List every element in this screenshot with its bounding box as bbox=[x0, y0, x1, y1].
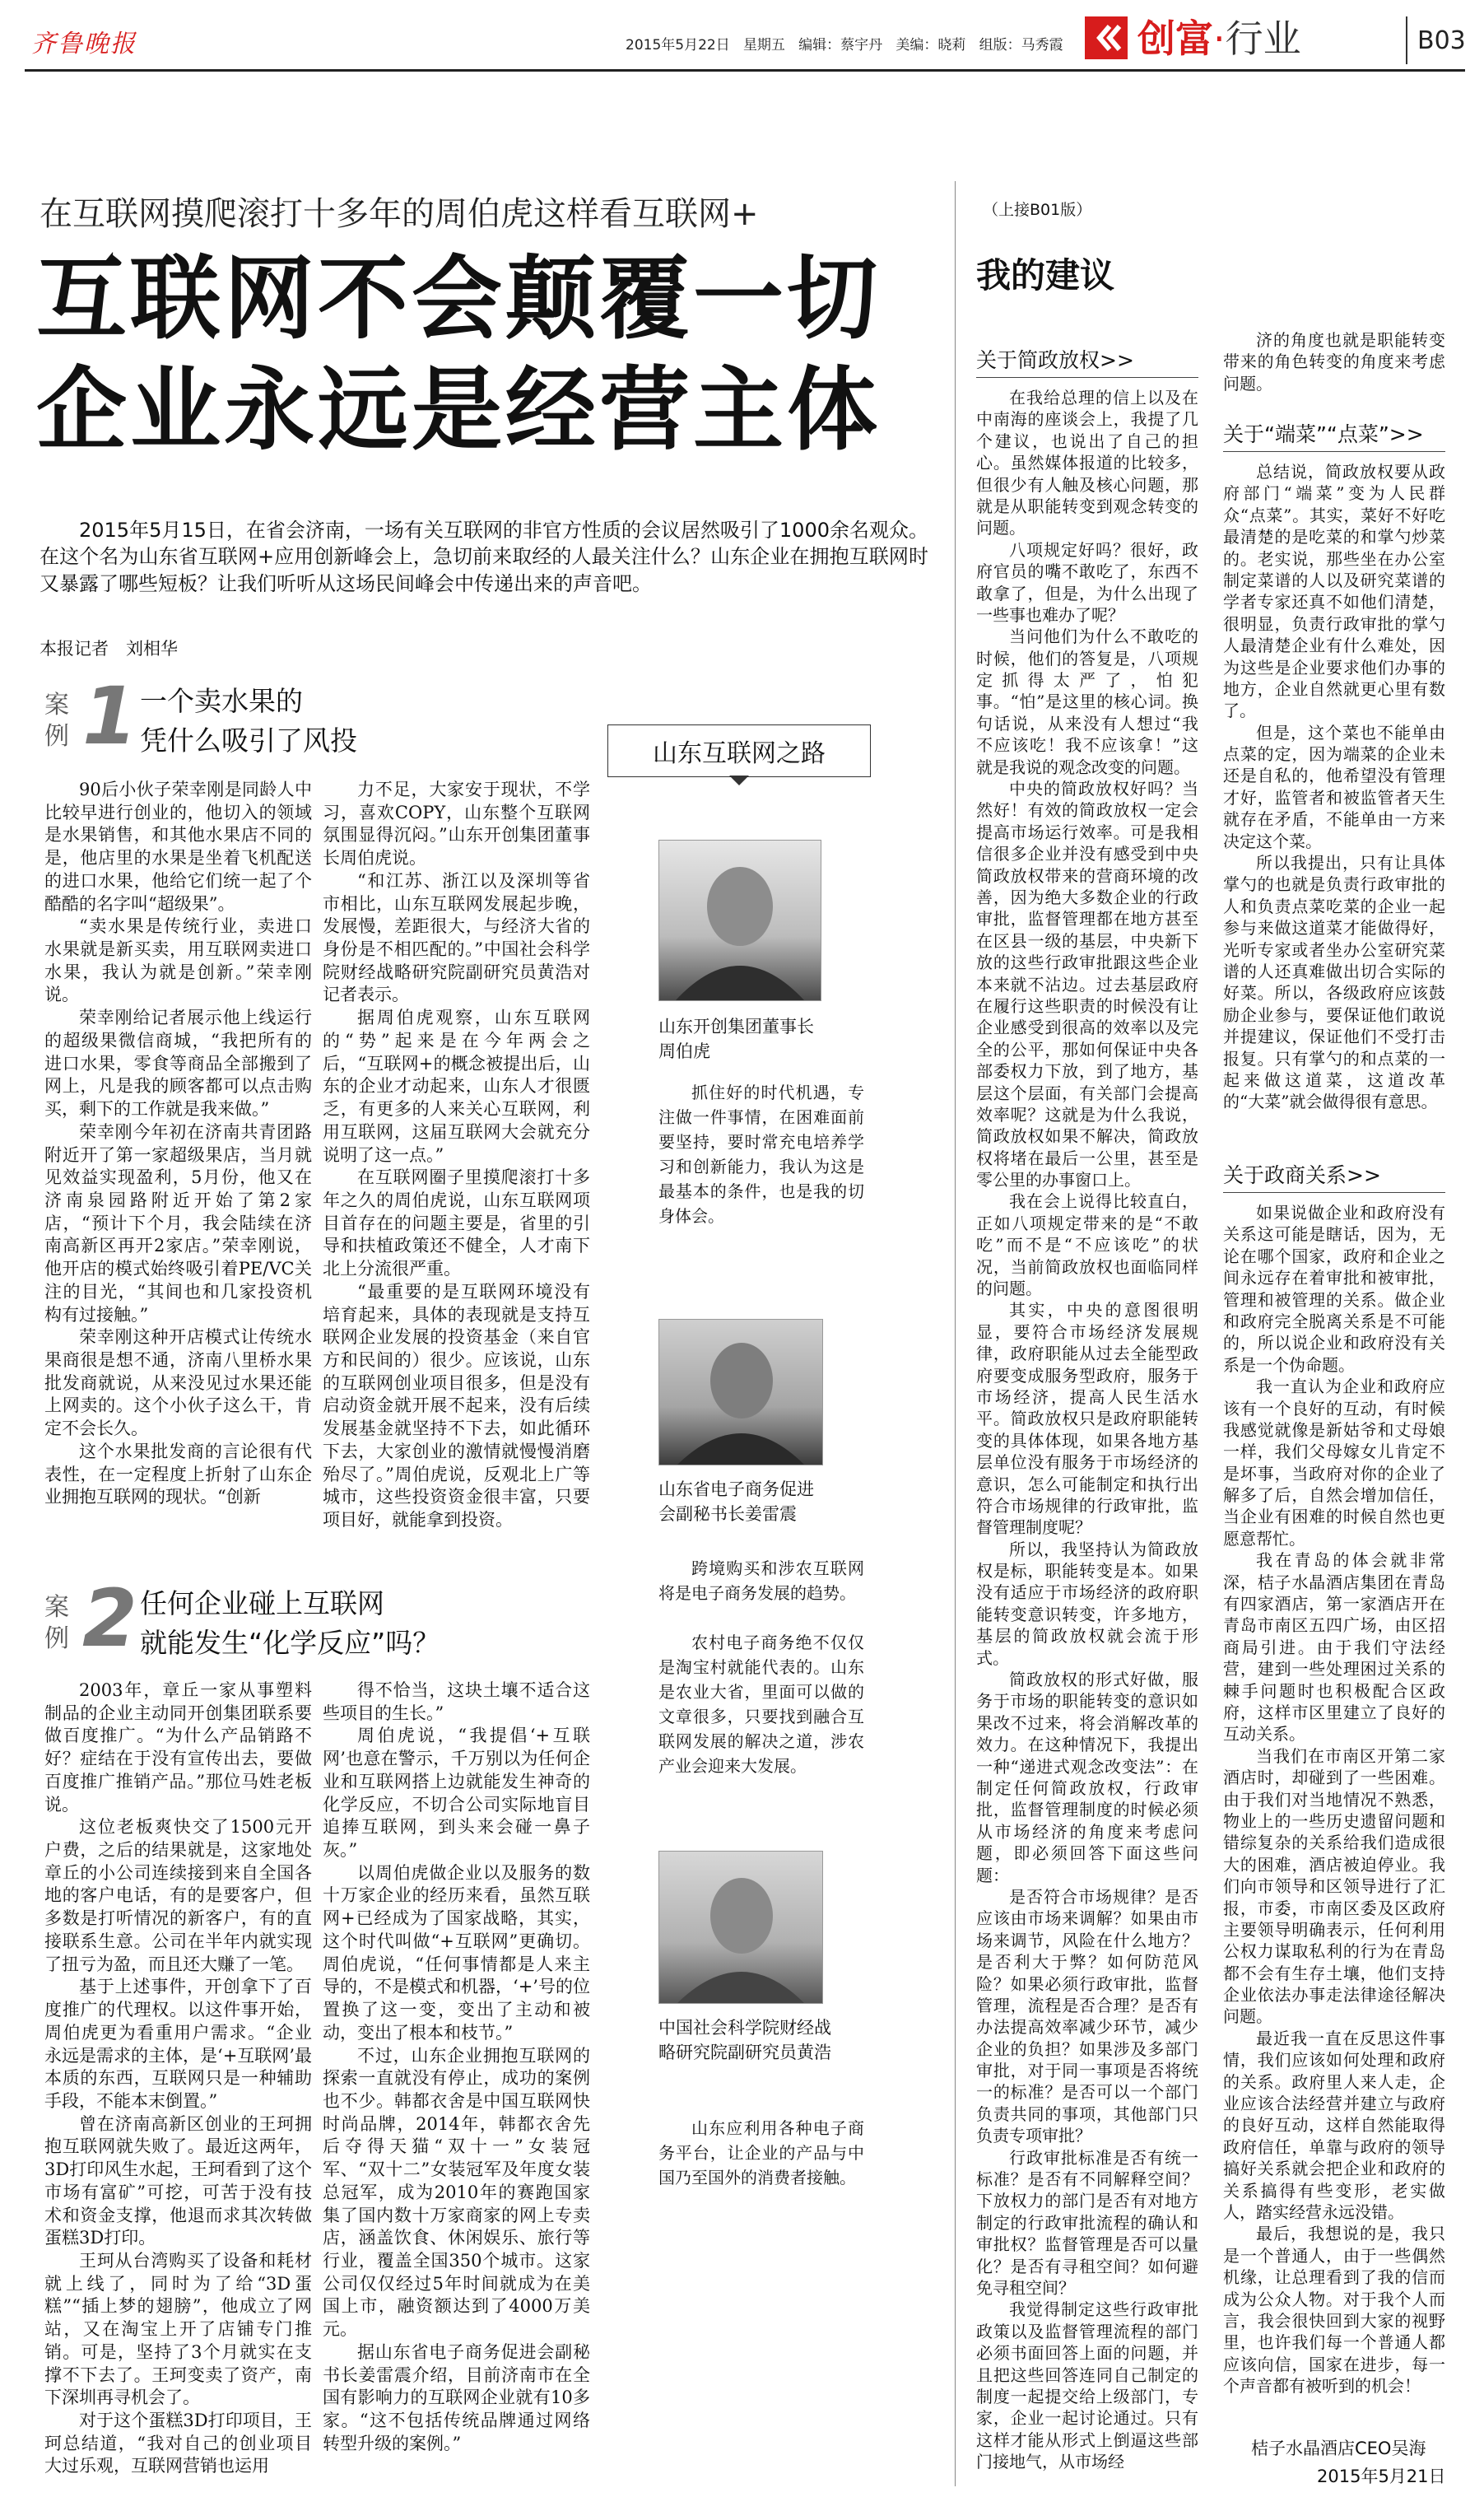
paragraph: 荣幸刚今年初在济南共青团路附近开了第一家超级果店，当月就见效益实现盈利，5月份，他又在济南泉园路附近开始了第2家店，“预计下个月，我会陆续在济南高新区再开2家店。”荣幸刚说，他开店的模式始终吸引着PE/VC关注的目光，“其间也和几家投资机构有过接触。” bbox=[44, 1121, 312, 1325]
paragraph: “和江苏、浙江以及深圳等省市相比，山东互联网发展起步晚，发展慢，差距很大，与经济大省的身份是不相匹配的。”中国社会科学院财经战略研究院副研究员黄浩对记者表示。 bbox=[323, 870, 590, 1005]
letter-column-2-top bbox=[1223, 329, 1445, 394]
person2-photo bbox=[658, 1319, 823, 1465]
section-title bbox=[1137, 15, 1301, 63]
case1-number: 1 bbox=[82, 670, 137, 762]
paragraph: 我在青岛的体会就非常深，桔子水晶酒店集团在青岛有四家酒店，第一家酒店开在青岛市南区五四广场，由区招商局引进。由于我们守法经营，建到一些处理困过关系的棘手问题时也积极配合区政府，这样市区里建立了良好的互动关系。 bbox=[1223, 1550, 1445, 1745]
paragraph: 简政放权的形式好做，服务于市场的职能转变的意识如果改不过来，将会消解改革的效力。在这种情况下，我提出一种“递进式观念改变法”：在制定任何简政放权，行政审批，监督管理制度的时候必须从市场经济的角度来考虑问题，即必须回答下面这些问题： bbox=[976, 1670, 1198, 1885]
paragraph: 在互联网圈子里摸爬滚打十多年之久的周伯虎说，山东互联网项目首存在的问题主要是，省里的引导和扶植政策还不健全，人才南下北上分流很严重。 bbox=[323, 1167, 590, 1279]
section-dot: · bbox=[1213, 16, 1226, 61]
case2-column-2 bbox=[323, 1679, 590, 2455]
masthead bbox=[0, 0, 1484, 74]
continued-note: （上接B01版） bbox=[983, 201, 1092, 219]
paragraph: 基于上述事件，开创拿下了百度推广的代理权。以这件事开始，周伯虎更为看重用户需求。“企业永远是需求的主体，是‘+互联网’最本质的东西，互联网只是一种辅助手段，不能本末倒置。” bbox=[44, 1977, 312, 2111]
section-head-streamline: 关于简政放权>> bbox=[976, 344, 1198, 378]
paragraph: “最重要的是互联网环境没有培育起来，具体的表现就是支持互联网企业发展的投资基金（来自官方和民间的）很少。应该说，山东的互联网创业项目很多，但是没有启动资金就开展不起来，没有后续发展基金就坚持不下去，如此循环下去，大家创业的激情就慢慢消磨殆尽了。”周伯虎说，反观北上广等城市，这些投资资金很丰富，只要项目好，就能拿到投资。 bbox=[323, 1281, 590, 1530]
person3-photo bbox=[658, 1851, 823, 2004]
paragraph: 王珂从台湾购买了设备和耗材就上线了，同时为了给“3D蛋糕”“插上梦的翅膀”，他成立了网站，又在淘宝上开了店铺专门推销。可是，坚持了3个月就实在支撑不下去了。王珂变卖了资产，南下深圳再寻机会了。 bbox=[44, 2250, 312, 2408]
person3-caption: 中国社会科学院财经战略研究院副研究员黄浩 bbox=[658, 2018, 831, 2063]
letter-title: 我的建议 bbox=[976, 255, 1115, 296]
masthead-meta bbox=[626, 33, 1063, 54]
paragraph: 荣幸刚这种开店模式让传统水果商很是想不通，济南八里桥水果批发商就说，从来没见过水果还能上网卖的。这个小伙子这么干，肯定不会长久。 bbox=[44, 1327, 312, 1439]
case2-tag bbox=[44, 1592, 69, 1654]
case2-column-1 bbox=[44, 1679, 312, 2478]
paragraph: 总结说，简政放权要从政府部门“端菜”变为人民群众“点菜”。其实，菜好不好吃最清楚的是吃菜的和掌勺炒菜的。老实说，那些坐在办公室制定菜谱的人以及研究菜谱的学者专家还真不如他们清楚，很明显，负责行政审批的掌勺人最清楚企业有什么难处，因为这些是企业要求他们办事的地方，企业自然就更心里有数了。 bbox=[1223, 462, 1445, 721]
person1-quote: 抓住好的时代机遇，专注做一件事情，在困难面前要坚持，要时常充电培养学习和创新能力，我认为这是最基本的条件，也是我的切身体会。 bbox=[658, 1083, 864, 1226]
section-head-relations: 关于政商关系>> bbox=[1223, 1159, 1445, 1193]
issue-weekday: 星期五 bbox=[742, 37, 785, 54]
person3-quote: 山东应利用各种电子商务平台，让企业的产品与中国乃至国外的消费者接触。 bbox=[658, 2118, 864, 2187]
paragraph: 是否符合市场规律？是否应该由市场来调解？如果由市场来调节，风险在什么地方？是否利大于弊？如何防范风险？如果必须行政审批，监督管理，流程是否合理？是否有办法提高效率减少环节，减少企业的负担？如果涉及多部门审批，对于同一事项是否将统一的标准？是否可以一个部门负责共同的事项，其他部门只负责专项审批？ bbox=[976, 1886, 1198, 2146]
case1-tag-char2: 例 bbox=[44, 721, 69, 751]
sidebar-title-arrow-icon bbox=[729, 776, 749, 785]
case2-title-line2: 就能发生“化学反应”吗？ bbox=[140, 1626, 440, 1659]
paragraph: 我觉得制定这些行政审批政策以及监督管理流程的部门必须书面回答上面的问题，并且把这些回答连同自己制定的制度一起提交给上级部门，专家，企业一起讨论通过。只有这样才能从形式上倒逼这些部门接地气，从市场经 bbox=[976, 2299, 1198, 2472]
article-kicker: 在互联网摸爬滚打十多年的周伯虎这样看互联网+ bbox=[40, 195, 759, 233]
paragraph: 对于这个蛋糕3D打印项目，王珂总结道，“我对自己的创业项目大过乐观，互联网营销也运用 bbox=[44, 2411, 312, 2476]
case2-tag-char2: 例 bbox=[44, 1624, 69, 1653]
letter-signature: 桔子水晶酒店CEO吴海 bbox=[1251, 2439, 1426, 2458]
paragraph: 据周伯虎观察，山东互联网的“势”起来是在今年两会之后，“互联网+的概念被提出后，山东的企业才动起来，山东人才很匮乏，有更多的人来关心互联网，利用互联网，这届互联网大会就充分说明了这一点。” bbox=[323, 1008, 590, 1165]
page-column-divider bbox=[955, 181, 956, 2486]
paragraph: 其实，中央的意图很明显，要符合市场经济发展规律，政府职能从过去全能型政府要变成服务型政府，服务于市场经济，提高人民生活水平。简政放权只是政府职能转变的具体体现，如果各地方基层单位没有服务于市场经济的意识，怎么可能制定和执行出符合市场规律的行政审批，监督管理制度呢？ bbox=[976, 1300, 1198, 1538]
paragraph: 但是，这个菜也不能单由点菜的定，因为端菜的企业未还是自私的，他希望没有管理才好，监管者和被监管者天生就存在矛盾，不能单由一方来决定这个菜。 bbox=[1223, 722, 1445, 851]
paper-logo: 齐鲁晚报 bbox=[31, 30, 137, 58]
sidebar-title-box bbox=[607, 724, 871, 777]
paragraph: 如果说做企业和政府没有关系这可能是瞎话，因为，无论在哪个国家，政府和企业之间永远存在着审批和被审批，管理和被管理的关系。做企业和政府完全脱离关系是不可能的，所以说企业和政府没有关系是一个伪命题。 bbox=[1223, 1203, 1445, 1375]
case1-title-line2: 凭什么吸引了风投 bbox=[140, 724, 357, 757]
person2-caption: 山东省电子商务促进会副秘书长姜雷震 bbox=[658, 1479, 814, 1525]
case1-title-line1: 一个卖水果的 bbox=[140, 685, 303, 717]
paragraph: 2003年，章丘一家从事塑料制品的企业主动同开创集团联系要做百度推广。“为什么产品销路不好？症结在于没有宣传出去，要做百度推广推销产品。”那位马姓老板说。 bbox=[44, 1680, 312, 1815]
paragraph: 济的角度也就是职能转变带来的角色转变的角度来考虑问题。 bbox=[1223, 330, 1445, 394]
paragraph: 行政审批标准是否有统一标准？是否有不同解释空间？下放权力的部门是否有对地方制定的行政审批流程的确认和审批权？监督管理是否可以量化？是否有寻租空间？如何避免寻租空间？ bbox=[976, 2147, 1198, 2298]
paragraph: 曾在济南高新区创业的王珂拥抱互联网就失败了。最近这两年，3D打印风生水起，王珂看到了这个市场有富矿”可挖，可苦于没有技术和资金支撑，他退而求其次转做蛋糕3D打印。 bbox=[44, 2113, 312, 2248]
section-name: 创富 bbox=[1137, 16, 1213, 61]
case1-column-2 bbox=[323, 779, 590, 1532]
case1-column-1 bbox=[44, 779, 312, 1509]
masthead-rule bbox=[25, 69, 1465, 72]
headline-line-2: 企业永远是经营主体 bbox=[36, 357, 881, 463]
person1-photo bbox=[658, 840, 821, 1001]
section-divider bbox=[1406, 16, 1407, 64]
paragraph: 当我们在市南区开第二家酒店时，却碰到了一些困难。由于我们对当地情况不熟悉，物业上的一些历史遗留问题和错综复杂的关系给我们造成很大的困难，酒店被迫停业。我们向市领导和区领导进行了汇报，市委，市南区委及区政府主要领导明确表示，任何利用公权力谋取私利的行为在青岛都不会有生存土壤，他们支持企业依法办事走法律途径解决问题。 bbox=[1223, 1745, 1445, 2027]
paragraph: 荣幸刚给记者展示他上线运行的超级果微信商城，“我把所有的进口水果，零食等商品全部搬到了网上，凡是我的顾客都可以点击购买，剩下的工作就是我来做。” bbox=[44, 1008, 312, 1120]
case2-tag-char1: 案 bbox=[44, 1593, 69, 1622]
person2-quote-1: 跨境购买和涉农互联网将是电子商务发展的趋势。 bbox=[658, 1558, 864, 1603]
paragraph: 所以，我坚持认为简政放权是标，职能转变是本。如果没有适应于市场经济的政府职能转变意识转变，许多地方，基层的简政放权就会流于形式。 bbox=[976, 1539, 1198, 1668]
section-head-menu: 关于“端菜”“点菜”>> bbox=[1223, 418, 1445, 452]
sidebar-title: 山东互联网之路 bbox=[653, 739, 826, 768]
section-mark-icon bbox=[1085, 16, 1128, 59]
paragraph: 我在会上说得比较直白，正如八项规定带来的是“不敢吃”而不是“不应该吃”的状况，当前简政放权也面临同样的问题。 bbox=[976, 1191, 1198, 1299]
issue-date: 2015年5月22日 bbox=[626, 37, 730, 54]
paragraph: 周伯虎说，“我提倡‘+互联网’也意在警示，千万别以为任何企业和互联网搭上边就能发生神奇的化学反应，不切合公司实际地盲目追捧互联网，到头来会碰一鼻子灰。” bbox=[323, 1726, 590, 1861]
letter-column-2-relations bbox=[1223, 1202, 1445, 2397]
person2-quote-2: 农村电子商务绝不仅仅是淘宝村就能代表的。山东是农业大省，里面可以做的文章很多，只要找到融合互联网发展的解决之道，涉农产业会迎来大发展。 bbox=[658, 1633, 864, 1776]
paragraph: “卖水果是传统行业，卖进口水果就是新买卖，用互联网卖进口水果，我认为就是创新。”荣幸刚说。 bbox=[44, 916, 312, 1005]
letter-date: 2015年5月21日 bbox=[1317, 2467, 1446, 2486]
headline-line-1: 互联网不会颠覆一切 bbox=[36, 246, 881, 352]
paragraph: 据山东省电子商务促进会副秘书长姜雷震介绍，目前济南市在全国有影响力的互联网企业就有10多家。“这不包括传统品牌通过网络转型升级的案例。” bbox=[323, 2341, 590, 2453]
paragraph: 不过，山东企业拥抱互联网的探索一直就没有停止，成功的案例也不少。韩都衣舍是中国互联网快时尚品牌，2014年，韩都衣舍先后夺得天猫“双十一”女装冠军、“双十二”女装冠军及年度女装总冠军，成为2010年的赛跑国家集了国内数十万家商家的网上专卖店，涵盖饮食、休闲娱乐、旅行等行业，覆盖全国350个城市。这家公司仅仅经过5年时间就成为在美国上市，融资额达到了4000万美元。 bbox=[323, 2045, 590, 2340]
case1-tag-char1: 案 bbox=[44, 691, 69, 720]
case1-title bbox=[140, 682, 357, 761]
byline: 本报记者 刘相华 bbox=[40, 639, 178, 659]
paragraph: 得不恰当，这块土壤不适合这些项目的生长。” bbox=[323, 1680, 590, 1723]
case1-tag bbox=[44, 690, 69, 752]
case2-title bbox=[140, 1584, 440, 1663]
article-lead: 2015年5月15日，在省会济南，一场有关互联网的非官方性质的会议居然吸引了1000余名观众。在这个名为山东省互联网+应用创新峰会上，急切前来取经的人最关注什么？山东企业在拥抱互联网时又暴露了哪些短板？让我们听听从这场民间峰会中传递出来的声音吧。 bbox=[40, 519, 928, 595]
person1-caption: 山东开创集团董事长周伯虎 bbox=[658, 1017, 814, 1062]
paragraph: 当问他们为什么不敢吃的时候，他们的答复是，八项规定抓得太严了，怕犯事。“怕”是这里的核心词。换句话说，从来没有人想过“我不应该吃！我不应该拿！”这就是我说的观念改变的问题。 bbox=[976, 627, 1198, 777]
page-number: B03 bbox=[1417, 26, 1466, 55]
layout-credit: 组版：马秀霞 bbox=[979, 37, 1063, 54]
paragraph: 所以我提出，只有让具体掌勺的也就是负责行政审批的人和负责点菜吃菜的企业一起参与来做这道菜才能做得好，光听专家或者坐办公室研究菜谱的人还真难做出切合实际的好菜。所以，各级政府应该鼓励企业参与，要保证他们敢说并提建议，保证他们不受打击报复。只有掌勺的和点菜的一起来做这道菜，这道改革的“大菜”就会做得很有意思。 bbox=[1223, 853, 1445, 1112]
paragraph: 这个水果批发商的言论很有代表性，在一定程度上折射了山东企业拥抱互联网的现状。“创新 bbox=[44, 1441, 312, 1507]
subsection-name: 行业 bbox=[1225, 16, 1301, 61]
paragraph: 这位老板爽快交了1500元开户费，之后的结果就是，这家地处章丘的小公司连续接到来自全国各地的客户电话，有的是要客户，但多数是打听情况的新客户，有的直接联系生意。公司在半年内就实现了扭亏为盈，而且还大赚了一笔。 bbox=[44, 1817, 312, 1974]
paragraph: 八项规定好吗？很好，政府官员的嘴不敢吃了，东西不敢拿了，但是，为什么出现了一些事也难办了呢？ bbox=[976, 539, 1198, 625]
art-credit: 美编：晓莉 bbox=[896, 37, 966, 54]
paragraph: 中央的简政放权好吗？当然好！有效的简政放权一定会提高市场运行效率。可是我相信很多企业并没有感受到中央简政放权带来的营商环境的改善，因为绝大多数企业的行政审批，监督管理都在地方甚至在区县一级的基层，中央新下放的这些行政审批跟这些企业本来就不沾边。过去基层政府在履行这些职责的时候没有让企业感受到很高的效率以及完全的公平，那如何保证中央各部委权力下放，到了地方，基层这个层面，有关部门会提高效率呢？这就是为什么我说，简政放权如果不解决，简政放权将堵在最后一公里，甚至是零公里的办事窗口上。 bbox=[976, 779, 1198, 1190]
letter-column-2-menu bbox=[1223, 461, 1445, 1113]
paragraph: 以周伯虎做企业以及服务的数十万家企业的经历来看，虽然互联网+已经成为了国家战略，其实，这个时代叫做“+互联网”更确切。周伯虎说，“任何事情都是人来主导的，不是模式和机器，‘+’号的位置换了这一变，变出了主动和被动，变出了根本和枝节。” bbox=[323, 1862, 590, 2043]
case2-title-line1: 任何企业碰上互联网 bbox=[140, 1587, 384, 1619]
paragraph: 力不足，大家安于现状，不学习，喜欢COPY，山东整个互联网氛围显得沉闷。”山东开创集团董事长周伯虎说。 bbox=[323, 780, 590, 869]
sidebar bbox=[607, 724, 871, 2256]
editor-credit: 编辑：蔡宇丹 bbox=[798, 37, 883, 54]
paragraph: 我一直认为企业和政府应该有一个良好的互动，有时候我感觉就像是新姑爷和丈母娘一样，我们父母嫁女儿肯定不是坏事，当政府对你的企业了解多了后，自然会增加信任，当企业有困难的时候自然也更愿意帮忙。 bbox=[1223, 1377, 1445, 1549]
case2-number: 2 bbox=[82, 1572, 137, 1665]
paragraph: 在我给总理的信上以及在中南海的座谈会上，我提了几个建议，也说出了自己的担心。虽然媒体报道的比较多，但很少有人触及核心问题，那就是从职能转变到观念转变的问题。 bbox=[976, 388, 1198, 538]
paragraph: 最后，我想说的是，我只是一个普通人，由于一些偶然机缘，让总理看到了我的信而成为公众人物。对于我个人而言，我会很快回到大家的视野里，也许我们每一个普通人都应该向信，国家在进步，每一个声音都有被听到的机会！ bbox=[1223, 2224, 1445, 2397]
paragraph: 最近我一直在反思这件事情，我们应该如何处理和政府的关系。政府里人来人走，企业应该合法经营并建立与政府的良好互动，这样自然能取得政府信任，单靠与政府的领导搞好关系就会把企业和政府的关系搞得有些变形，老实做人，踏实经营永远没错。 bbox=[1223, 2028, 1445, 2222]
paragraph: 90后小伙子荣幸刚是同龄人中比较早进行创业的，他切入的领域是水果销售，和其他水果店不同的是，他店里的水果是坐着飞机配送的进口水果，他给它们统一起了个酷酷的名字叫“超级果”。 bbox=[44, 780, 312, 914]
letter-column-1 bbox=[976, 387, 1198, 2473]
